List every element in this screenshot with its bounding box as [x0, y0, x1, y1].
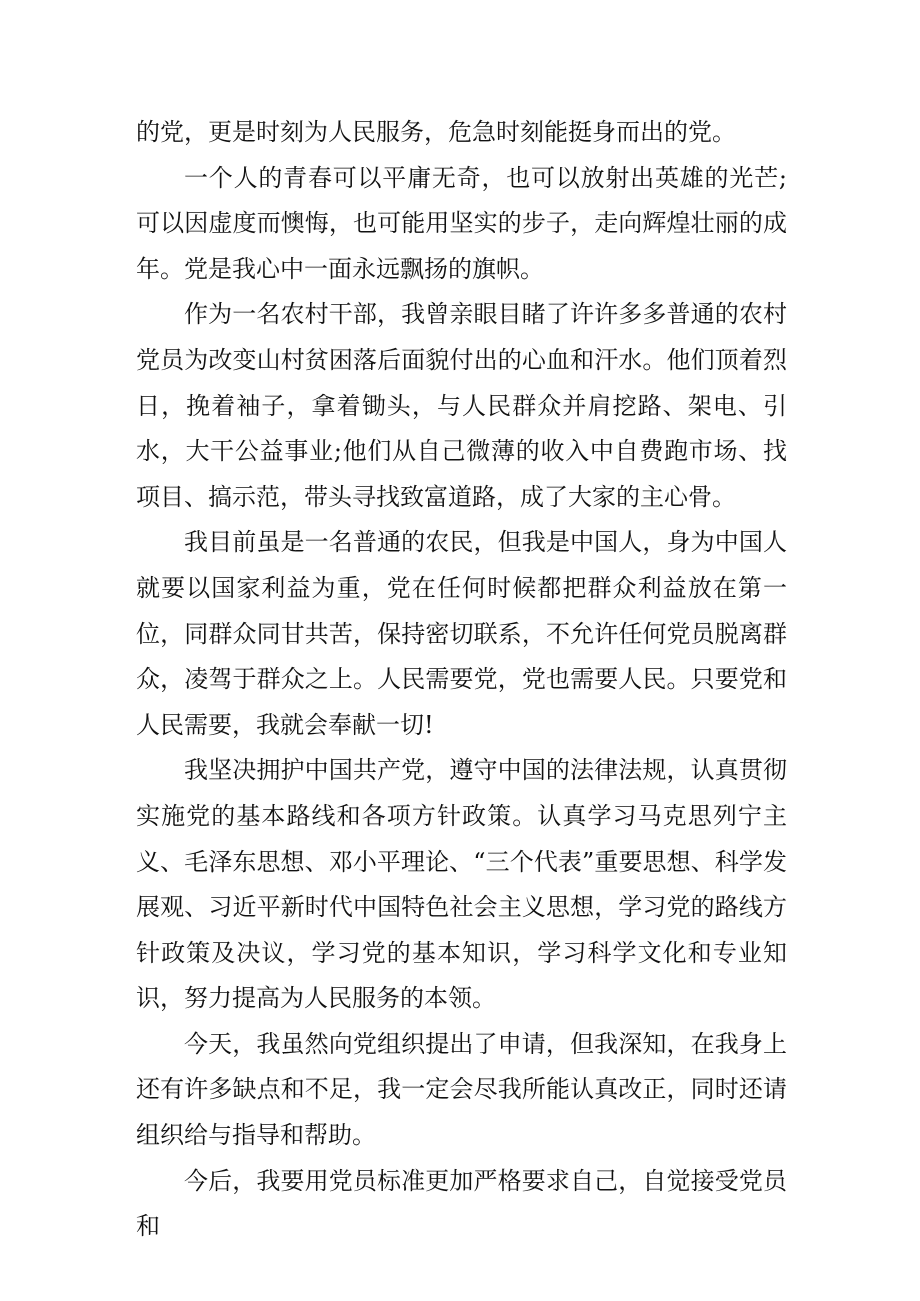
paragraph-support-party: 我坚决拥护中国共产党，遵守中国的法律法规，认真贯彻实施党的基本路线和各项方针政策。认真学习马克思列宁主义、毛泽东思想、邓小平理论、“三个代表”重要思想、科学发展观、习近平新时代中国特色社会主义思想，学习党的路线方针政策及决议，学习党的基本知识，学习科学文化和专业知识，努力提高为人民服务的本领。	[136, 756, 787, 1013]
paragraph-future: 今后，我要用党员标准更加严格要求自己，自觉接受党员和	[136, 1166, 787, 1241]
paragraph-rural-cadre: 作为一名农村干部，我曾亲眼目睹了许许多多普通的农村党员为改变山村贫困落后面貌付出的心血和汗水。他们顶着烈日，挽着袖子，拿着锄头，与人民群众并肩挖路、架电、引水，大干公益事业;他们从自己微薄的收入中自费跑市场、找项目、搞示范，带头寻找致富道路，成了大家的主心骨。	[136, 300, 787, 511]
document-body	[136, 110, 787, 1250]
paragraph-youth: 一个人的青春可以平庸无奇，也可以放射出英雄的光芒;可以因虚度而懊悔，也可能用坚实的步子，走向辉煌壮丽的成年。党是我心中一面永远飘扬的旗帜。	[136, 163, 787, 283]
paragraph-farmer: 我目前虽是一名普通的农民，但我是中国人，身为中国人就要以国家利益为重，党在任何时候都把群众利益放在第一位，同群众同甘共苦，保持密切联系，不允许任何党员脱离群众，凌驾于群众之上。人民需要党，党也需要人民。只要党和人民需要，我就会奉献一切!	[136, 528, 787, 739]
paragraph-continuation: 的党，更是时刻为人民服务，危急时刻能挺身而出的党。	[136, 118, 736, 146]
paragraph-application: 今天，我虽然向党组织提出了申请，但我深知，在我身上还有许多缺点和不足，我一定会尽我所能认真改正，同时还请组织给与指导和帮助。	[136, 1029, 787, 1150]
